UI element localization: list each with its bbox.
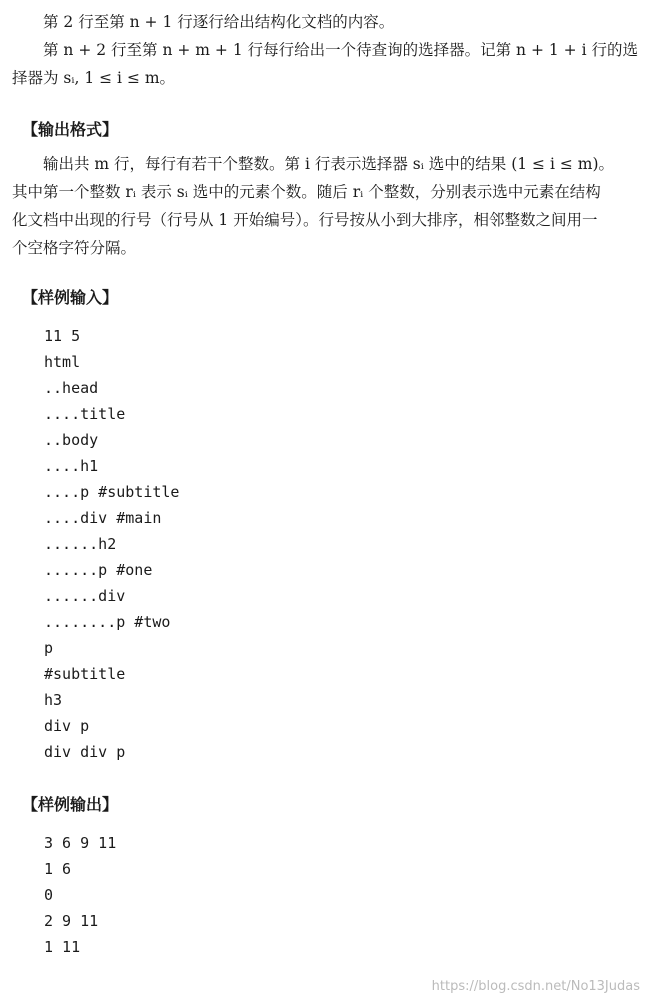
output-format-line: 化文档中出现的行号（行号从 1 开始编号）。行号按从小到大排序，相邻整数之间用一	[12, 211, 598, 229]
code-line: ....p #subtitle	[44, 483, 180, 501]
sample-input-block	[44, 323, 179, 765]
output-format-text	[12, 150, 640, 262]
code-line: ..body	[44, 431, 99, 449]
code-line: ........p #two	[44, 613, 171, 631]
watermark: https://blog.csdn.net/No13Judas	[431, 979, 640, 994]
output-format-line: 其中第一个整数 rᵢ 表示 sᵢ 选中的元素个数。随后 rᵢ 个整数，分别表示选中元素在结构	[12, 183, 601, 201]
input-line-1: 第 2 行至第 n + 1 行逐行给出结构化文档的内容。	[43, 13, 395, 31]
input-description	[12, 8, 640, 92]
code-line: h3	[44, 691, 63, 709]
code-line: p	[44, 639, 54, 657]
code-line: ....title	[44, 405, 126, 423]
code-line: ....div #main	[44, 509, 162, 527]
input-line-3: 择器为 sᵢ, 1 ≤ i ≤ m。	[12, 69, 176, 87]
code-line: ......p #one	[44, 561, 153, 579]
output-format-heading: 【输出格式】	[22, 120, 119, 139]
code-line: #subtitle	[44, 665, 126, 683]
code-line: 3 6 9 11	[44, 834, 117, 852]
code-line: 1 11	[44, 938, 81, 956]
code-line: div div p	[44, 743, 126, 761]
sample-input-heading: 【样例输入】	[22, 288, 119, 307]
output-format-line: 输出共 m 行，每行有若干个整数。第 i 行表示选择器 sᵢ 选中的结果 (1 ≤ i ≤ m)。	[43, 155, 615, 173]
code-line: div p	[44, 717, 90, 735]
input-line-2: 第 n + 2 行至第 n + m + 1 行每行给出一个待查询的选择器。记第 n + 1 + i 行的选	[43, 41, 638, 59]
code-line: 1 6	[44, 860, 72, 878]
code-line: ......div	[44, 587, 126, 605]
code-line: ....h1	[44, 457, 99, 475]
code-line: 2 9 11	[44, 912, 99, 930]
output-format-line: 个空格字符分隔。	[12, 239, 137, 257]
code-line: 11 5	[44, 327, 81, 345]
sample-output-heading: 【样例输出】	[22, 795, 119, 814]
code-line: 0	[44, 886, 54, 904]
code-line: ......h2	[44, 535, 117, 553]
sample-output-block	[44, 830, 116, 960]
code-line: ..head	[44, 379, 99, 397]
code-line: html	[44, 353, 81, 371]
